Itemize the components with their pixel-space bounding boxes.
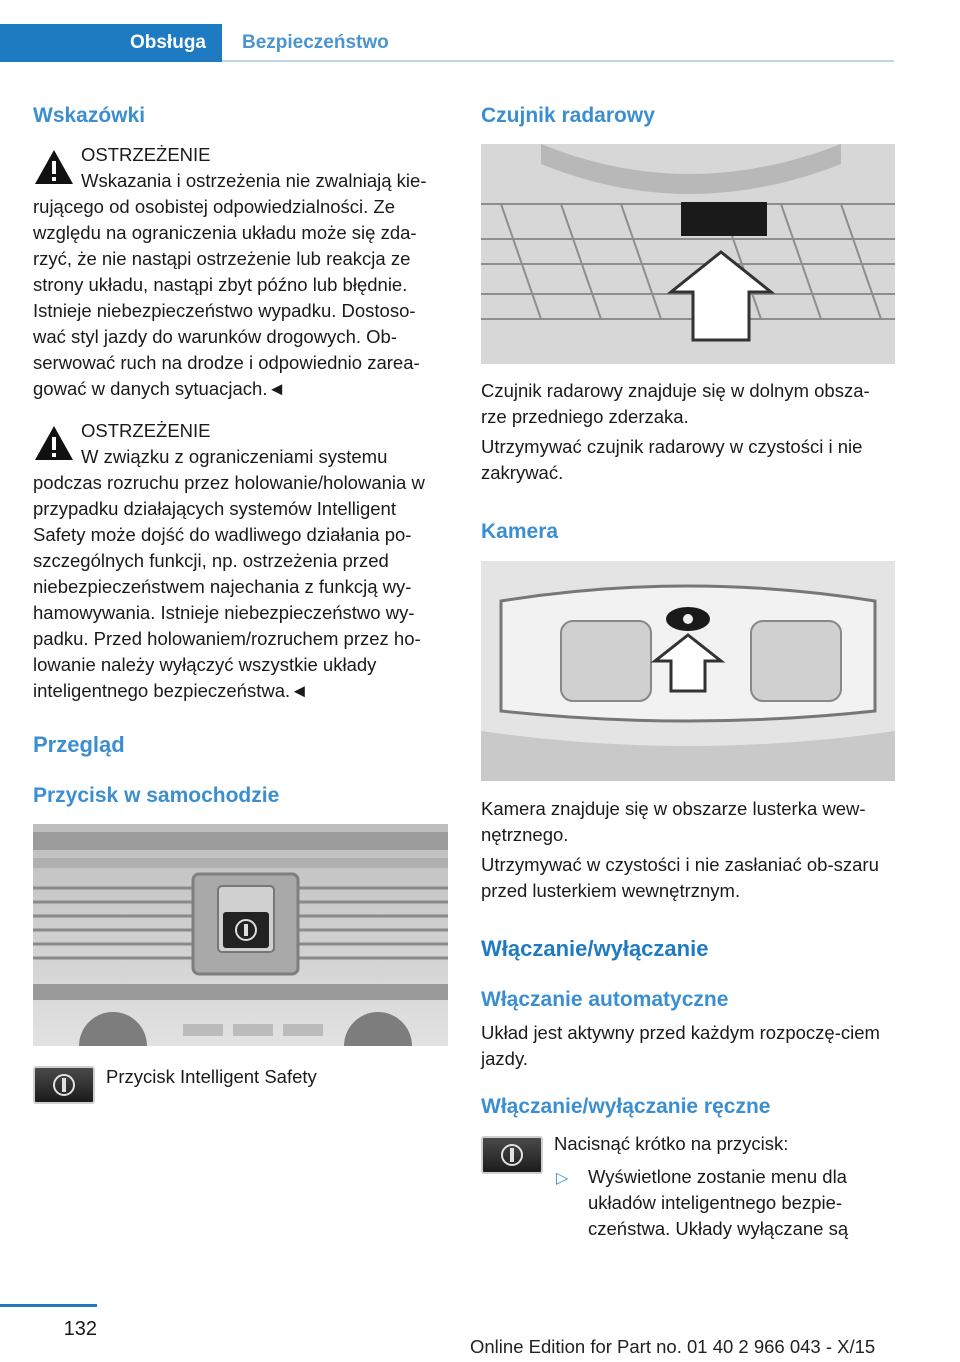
intelligent-safety-button-icon (33, 1066, 95, 1104)
dashboard-button-figure (33, 824, 448, 1046)
intelligent-safety-button-icon (481, 1136, 543, 1174)
auto-text: Układ jest aktywny przed każdym rozpoczę-ciem jazdy. (481, 1022, 880, 1069)
subsection-title-przycisk: Przycisk w samochodzie (33, 784, 280, 807)
section-title-kamera: Kamera (481, 520, 559, 543)
button-caption: Przycisk Intelligent Safety (106, 1066, 317, 1087)
camera-text-location: Kamera znajduje się w obszarze lusterka wew-nętrznego. (481, 798, 866, 845)
camera-text-clean: Utrzymywać w czystości i nie zasłaniać ob-szaru przed lusterkiem wewnętrznym. (481, 854, 879, 901)
radar-text-location: Czujnik radarowy znajduje się w dolnym obsza-rze przedniego zderzaka. (481, 380, 870, 427)
tab-bezpieczenstwo[interactable]: Bezpieczeństwo (242, 32, 389, 53)
radar-text-clean: Utrzymywać czujnik radarowy w czystości i nie zakrywać. (481, 436, 863, 483)
footer-edition: Online Edition for Part no. 01 40 2 966 043 - X/15 (470, 1336, 876, 1357)
page-number: 132 (63, 1318, 97, 1340)
warning-triangle-icon (33, 424, 75, 462)
bullet-triangle-icon: ▷ (556, 1170, 569, 1187)
radar-sensor-figure (481, 144, 895, 364)
warning-title: OSTRZEŻENIE (81, 420, 211, 441)
manual-text: Nacisnąć krótko na przycisk: (554, 1133, 789, 1154)
section-title-czujnik: Czujnik radarowy (481, 104, 655, 127)
warning-text: Wskazania i ostrzeżenia nie zwalniają kie-rującego od osobistej odpowiedzialności. Ze względu na ograniczenia układu może się zda-rzyć, że nie nastąpi ostrzeżenie lub reakcja ze strony układu, nastąpi zbyt późno lub błędnie. Istnieje niebezpieczeństwo wypadku. Dostoso-wać styl jazdy do warunków drogowych. Ob-serwować ruch na drodze i odpowiednio zarea-gować w danych sytuacjach.◄ (33, 170, 427, 399)
warning-block-2 (33, 418, 448, 704)
warning-title: OSTRZEŻENIE (81, 144, 211, 165)
warning-block-1 (33, 142, 448, 402)
camera-figure (481, 561, 895, 781)
section-title-przeglad: Przegląd (33, 732, 125, 757)
bullet-item-1: Wyświetlone zostanie menu dla układów inteligentnego bezpie-czeństwa. Układy wyłączane są (588, 1166, 849, 1239)
tab-obsluga[interactable]: Obsługa (0, 24, 222, 62)
header-divider (222, 60, 894, 62)
warning-text: W związku z ograniczeniami systemu podczas rozruchu przez holowanie/holowania w przypadku działających systemów Intelligent Safety może dojść do wadliwego działania po-szczególnych funkcji, np. ostrzeżenia przed niebezpieczeństwem najechania z funkcją wy-hamowywania. Istnieje niebezpieczeństwo wy-padku. Przed holowaniem/rozruchem przez ho-lowanie należy wyłączyć wszystkie układy inteligentnego bezpieczeństwa.◄ (33, 446, 425, 701)
subsection-title-reczne: Włączanie/wyłączanie ręczne (481, 1095, 771, 1118)
warning-triangle-icon (33, 148, 75, 186)
subsection-title-automatyczne: Włączanie automatyczne (481, 988, 729, 1011)
footer-line (0, 1304, 97, 1307)
section-title-wlaczanie: Włączanie/wyłączanie (481, 936, 709, 961)
section-title-wskazowki: Wskazówki (33, 104, 146, 127)
